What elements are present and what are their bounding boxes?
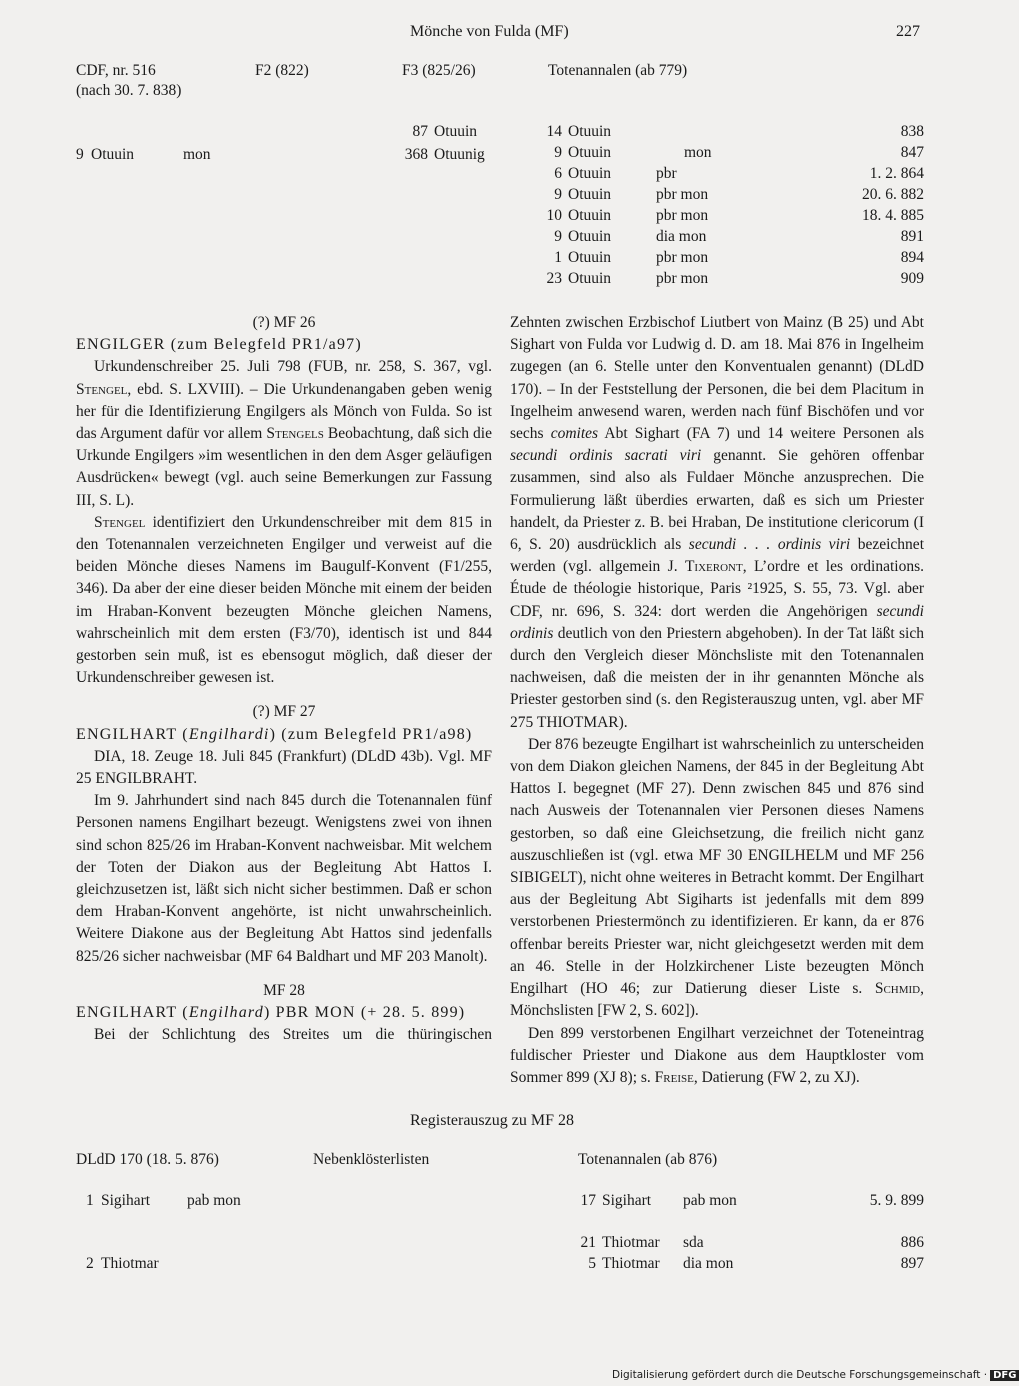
table-cell: Otuuin [568,165,612,182]
register-col1-header: DLdD 170 (18. 5. 876) [76,1151,219,1168]
cdf-subheader: (nach 30. 7. 838) [76,82,182,99]
mf28-paragraph-2: Zehnten zwischen Erzbischof Liutbert von Mainz (B 25) und Abt Sighart von Fulda vor Ludwig d. D. am 18. Mai 876 in Ingelheim zugegen (an 6. Stelle unter den Konventualen genannt) (DLdD 170). – In der Feststellung der Personen, die bei dem Placitum in Ingelheim anwesend waren, werden nach fünf Bischöfen und vor sechs comites Abt Sighart (FA 7) und 14 weitere Personen als secundi ordinis sacrati viri genannt. Sie gehören offenbar zusammen, sind also als Fuldaer Mönche anzusprechen. Die Formulierung läßt überdies erwarten, daß es sich um Priester handelt, da Priester z. B. bei Hraban, De institutione clericorum (I 6, S. 20) ausdrücklich als secundi . . . ordinis viri bezeichnet werden (vgl. allgemein J. Tixeront, L’ordre et les ordinations. Étude de théologie historique, Paris ²1925, S. 55, 73. Vgl. aber CDF, nr. 696, S. 324: dort werden die Angehörigen secundi ordinis deutlich von den Priestern abgehoben). In der Tat läßt sich durch den Vergleich dieser Mönchsliste mit den Totenannalen nachweisen, daß die meisten der in ihr genannten Mönche als Priester gestorben sind (s. den Registerauszug unten, vgl. aber MF 275 THIOTMAR). [510,314,925,731]
table-cell: 9 [554,186,562,203]
ta-header: Totenannalen (ab 779) [548,62,688,79]
table-cell: Otuuin [568,270,612,287]
table-cell: 23 [546,270,562,287]
table-cell: 5 [588,1255,596,1272]
mf28-paragraph-4: Den 899 verstorbenen Engilhart verzeichnet der Toteneintrag fuldischer Priester und Diakone aus dem Hauptkloster vom Sommer 899 (XJ 8); s. Freise, Datierung (FW 2, zu XJ). [510,1024,924,1086]
table-cell: Sigihart [602,1192,652,1209]
table-cell: Otuuin [568,186,612,203]
table-cell: Otuuin [91,146,135,163]
table-cell: 897 [900,1255,924,1272]
table-cell: 2 [86,1255,94,1272]
mf26-label: (?) MF 26 [252,314,316,331]
f3-header: F3 (825/26) [402,62,476,79]
table-cell: 17 [580,1192,596,1209]
mf27-paragraph-2: Im 9. Jahrhundert sind nach 845 durch die Totenannalen fünf Personen namens Engilhart bezeugt. Wenigstens zwei von ihnen sind schon 825/26 im Hraban-Konvent nachweisbar. Mit welchem der Toten der Diakon aus der Begleitung Abt Hattos I. gleichzusetzen ist, läßt sich nicht sicher bestimmen. Daß er schon dem Hraban-Konvent angehörte, ist nicht unwahrscheinlich. Weitere Diakone aus der Begleitung Abt Hattos sind jedenfalls 825/26 sicher nachweisbar (MF 64 Baldhart und MF 203 Manolt). [76,792,492,965]
cdf-header: CDF, nr. 516 [76,62,156,79]
table-cell: 21 [580,1234,596,1251]
table-cell: dia mon [683,1255,734,1272]
table-cell: 1 [86,1192,94,1209]
register-col2-header: Nebenklösterlisten [313,1151,430,1168]
f2-header: F2 (822) [255,62,309,79]
register-col3-header: Totenannalen (ab 876) [578,1151,718,1168]
table-cell: 1 [554,249,562,266]
mf26-paragraph-2: Stengel identifiziert den Urkundenschreiber mit dem 815 in den Totenannalen verzeichneten Engilger und verweist auf die beiden Mönche dieses Namens im Baugulf-Konvent (F1/255, 346). Da aber der eine dieser beiden Mönche mit einem der beiden im Hraban-Konvent bezeugten Mönche gleichen Namens, wahrscheinlich mit dem ersten (F3/70), identisch ist und 844 gestorben sein muß, ist es ebensogut möglich, daß dieser der Urkundenschreiber gewesen ist. [76,513,492,687]
table-cell: dia mon [656,228,707,245]
table-cell: Otuunig [434,146,485,163]
mf27-label: (?) MF 27 [252,703,316,721]
right-column [510,312,924,1089]
table-cell: 9 [554,228,562,245]
table-cell: Otuuin [568,228,612,245]
table-cell: 909 [900,270,924,287]
table-cell: 1. 2. 864 [869,165,924,182]
table-cell: 5. 9. 899 [869,1192,924,1209]
table-cell: Otuuin [434,123,478,140]
table-cell: pbr mon [656,207,709,224]
table-cell: pbr mon [656,270,709,287]
mf28-heading: ENGILHART (Engilhard) PBR MON (+ 28. 5. 899) [76,1004,466,1022]
table-cell: Thiotmar [101,1255,159,1272]
table-cell: pab mon [683,1192,737,1209]
table-cell: 847 [900,144,924,161]
table-cell: pbr mon [656,186,709,203]
table-cell: 10 [546,207,562,224]
page-number: 227 [896,23,920,40]
register-title: Registerauszug zu MF 28 [410,1112,574,1129]
table-cell: pab mon [187,1192,241,1209]
digitization-footer [612,1369,1019,1381]
table-cell: pbr [656,165,677,182]
table-cell: 838 [900,123,924,140]
table-cell: 18. 4. 885 [862,207,924,224]
left-column [76,312,492,1047]
mf27-heading: ENGILHART (Engilhardi) (zum Belegfeld PR1/a98) [76,725,473,743]
table-cell: Otuuin [568,207,612,224]
mf28-paragraph-1: Bei der Schlichtung des Streites um die thüringischen [94,1026,492,1044]
table-cell: 87 [412,123,428,140]
mf28-label: MF 28 [263,981,305,999]
table-cell: pbr mon [656,249,709,266]
table-cell: 886 [900,1234,924,1251]
table-cell: sda [683,1234,704,1251]
table-cell: Otuuin [568,123,612,140]
mf28-paragraph-3: Der 876 bezeugte Engilhart ist wahrscheinlich zu unterscheiden von dem Diakon gleichen Namens, der 845 in der Begleitung Abt Hattos I. begegnet (MF 27). Denn zwischen 845 und 876 sind nach Ausweis der Totenannalen vier Personen dieses Namens gestorben, so daß eine Gleichsetzung, die freilich nicht ganz auszuschließen ist (vgl. etwa MF 30 ENGILHELM und MF 256 SIBIGELT), nicht ohne weiteres in Betracht kommt. Der Engilhart aus der Begleitung Abt Sigiharts ist jedenfalls mit dem 899 verstorbenen Priestermönch zu identifizieren. Er kann, da er 876 offenbar bereits Priester war, nicht gleichgesetzt werden mit dem an 46. Stelle in der Holzkirchener Liste bezeugten Mönch Engilhart (HO 46; zur Datierung dieser Liste s. Schmid, Mönchslisten [FW 2, S. 602]). [510,735,924,1020]
table-cell: mon [183,146,211,163]
table-cell: Otuuin [568,249,612,266]
table-cell: mon [684,144,712,161]
table-cell: 6 [554,165,562,182]
table-cell: 368 [404,146,428,163]
mf27-paragraph-1: DIA, 18. Zeuge 18. Juli 845 (Frankfurt) (DLdD 43b). Vgl. MF 25 ENGILBRAHT. [76,747,492,788]
table-cell: 9 [76,146,84,163]
table-cell: 14 [546,123,562,140]
dfg-logo: DFG [990,1370,1019,1381]
table-cell: 9 [554,144,562,161]
table-cell: Otuuin [568,144,612,161]
mf26-heading: ENGILGER (zum Belegfeld PR1/a97) [76,336,362,354]
table-cell: Thiotmar [602,1234,660,1251]
table-cell: 894 [900,249,924,266]
table-cell: Thiotmar [602,1255,660,1272]
table-cell: Sigihart [101,1192,151,1209]
footer-text: Digitalisierung gefördert durch die Deutsche Forschungsgemeinschaft · [612,1369,988,1381]
mf26-paragraph-1: Urkundenschreiber 25. Juli 798 (FUB, nr. 258, S. 367, vgl. Stengel, ebd. S. LXVIII). – Die Urkundenangaben geben wenig her für die Identifizierung Engilgers als Mönch von Fulda. So ist das Argument dafür vor allem Stengels Beobachtung, daß sich die Urkunde Engilgers »im wesentlichen in den dem Asger geläufigen Ausdrücken« bewegt (vgl. auch seine Bemerkungen zur Fassung III, S. L). [76,358,492,509]
table-cell: 891 [900,228,924,245]
table-cell: 20. 6. 882 [862,186,924,203]
running-title: Mönche von Fulda (MF) [410,23,569,40]
